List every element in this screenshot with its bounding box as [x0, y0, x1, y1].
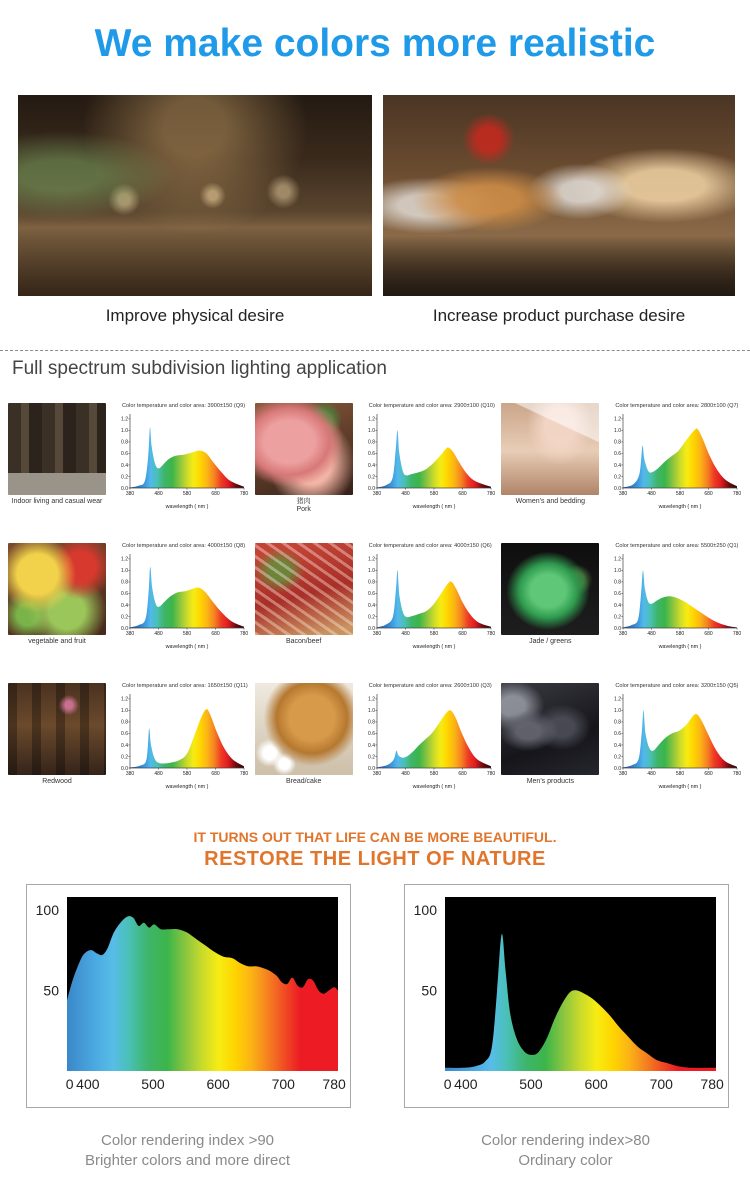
cri80-spectrum-chart: [405, 885, 728, 1110]
svg-text:wavelength ( nm ): wavelength ( nm ): [658, 644, 702, 650]
svg-text:0.6: 0.6: [614, 731, 622, 738]
chart-title: Color temperature and color area: 2900±100 (Q10): [368, 403, 495, 409]
svg-text:1.0: 1.0: [121, 428, 128, 435]
svg-text:1.2: 1.2: [121, 556, 128, 563]
chart-title: Color temperature and color area: 3200±150 (Q5): [615, 683, 739, 689]
svg-text:0.8: 0.8: [367, 719, 375, 726]
svg-text:0.8: 0.8: [367, 439, 375, 446]
application-grid: [8, 397, 744, 810]
mens-products-photo: [501, 683, 599, 775]
spectrum-chart: [609, 690, 744, 796]
svg-text:0.0: 0.0: [614, 485, 622, 492]
svg-text:0.2: 0.2: [121, 474, 128, 481]
svg-text:380: 380: [372, 631, 381, 637]
svg-text:0.0: 0.0: [121, 485, 128, 492]
svg-text:780: 780: [239, 771, 248, 777]
svg-text:580: 580: [429, 491, 438, 497]
svg-text:780: 780: [733, 631, 742, 637]
svg-text:0.8: 0.8: [367, 579, 375, 586]
svg-text:wavelength ( nm ): wavelength ( nm ): [658, 504, 702, 510]
svg-text:480: 480: [647, 491, 656, 497]
svg-text:0.2: 0.2: [367, 754, 375, 761]
application-caption: Bread/cake: [285, 778, 322, 785]
clothing-store-photo: [383, 95, 735, 296]
svg-text:0.2: 0.2: [121, 614, 128, 621]
svg-text:1.0: 1.0: [367, 568, 375, 575]
svg-text:700: 700: [649, 1076, 673, 1092]
chart-title: Color temperature and color area: 1650±150 (Q11): [122, 683, 248, 689]
svg-text:wavelength ( nm ): wavelength ( nm ): [165, 784, 209, 790]
svg-text:0.4: 0.4: [121, 462, 128, 469]
spectrum-chart: [363, 550, 498, 656]
svg-text:0.0: 0.0: [121, 765, 128, 772]
chart-title: Color temperature and color area: 2800±100 (Q7): [615, 403, 739, 409]
svg-text:0.6: 0.6: [367, 731, 375, 738]
slogan-line1: IT TURNS OUT THAT LIFE CAN BE MORE BEAUTIFUL.: [193, 829, 557, 845]
svg-text:0.2: 0.2: [614, 754, 622, 761]
page-title: We make colors more realistic: [94, 22, 656, 65]
dashed-divider: [0, 350, 750, 351]
svg-text:0.4: 0.4: [367, 462, 375, 469]
svg-text:1.0: 1.0: [121, 568, 128, 575]
svg-text:0.4: 0.4: [121, 602, 128, 609]
svg-text:380: 380: [372, 771, 381, 777]
svg-text:680: 680: [457, 631, 467, 637]
svg-text:wavelength ( nm ): wavelength ( nm ): [412, 504, 456, 510]
application-cell-bedding: [501, 397, 744, 530]
chart-title: Color temperature and color area: 3900±150 (Q9): [122, 403, 246, 409]
svg-text:0.6: 0.6: [121, 451, 128, 458]
bedding-photo: [501, 403, 599, 495]
svg-text:1.2: 1.2: [614, 416, 622, 423]
spectrum-chart: [363, 690, 498, 796]
svg-text:780: 780: [322, 1076, 346, 1092]
svg-text:1.2: 1.2: [121, 696, 128, 703]
svg-text:0.8: 0.8: [121, 579, 128, 586]
chart-title: Color temperature and color area: 2600±100 (Q3): [368, 683, 492, 689]
redwood-photo: [8, 683, 106, 775]
svg-text:500: 500: [519, 1076, 543, 1092]
svg-text:380: 380: [372, 491, 381, 497]
svg-text:0.0: 0.0: [121, 625, 128, 632]
application-cell-beef: [255, 537, 498, 670]
svg-text:0.2: 0.2: [614, 474, 622, 481]
svg-text:0.8: 0.8: [614, 719, 622, 726]
svg-text:0.8: 0.8: [121, 439, 128, 446]
restaurant-photo: [18, 95, 372, 296]
chart-title: Color temperature and color area: 4000±150 (Q8): [122, 543, 246, 549]
application-caption-cn: 猪肉: [296, 498, 311, 505]
svg-text:0.4: 0.4: [614, 602, 622, 609]
svg-text:0.0: 0.0: [367, 485, 375, 492]
svg-text:1.2: 1.2: [367, 696, 375, 703]
svg-text:1.0: 1.0: [614, 428, 622, 435]
svg-text:100: 100: [35, 901, 59, 918]
svg-text:50: 50: [43, 982, 59, 999]
svg-text:0.0: 0.0: [614, 625, 622, 632]
svg-text:600: 600: [584, 1076, 608, 1092]
svg-text:380: 380: [125, 771, 135, 777]
cri90-caption: [25, 1131, 350, 1171]
section-title: Full spectrum subdivision lighting application: [12, 358, 387, 379]
svg-text:380: 380: [619, 771, 628, 777]
application-caption: vegetable and fruit: [28, 638, 86, 645]
svg-text:780: 780: [239, 491, 248, 497]
cri80-caption-line2: Ordinary color: [518, 1152, 613, 1169]
svg-text:580: 580: [182, 491, 192, 497]
svg-text:780: 780: [486, 631, 495, 637]
beef-photo: [255, 543, 353, 635]
svg-text:0.6: 0.6: [614, 451, 622, 458]
fruit-photo: [8, 543, 106, 635]
cri80-caption-line1: Color rendering index>80: [481, 1132, 650, 1149]
svg-text:400: 400: [76, 1076, 100, 1092]
svg-text:1.2: 1.2: [614, 696, 622, 703]
svg-text:1.0: 1.0: [367, 708, 375, 715]
svg-text:580: 580: [429, 771, 438, 777]
svg-text:500: 500: [141, 1076, 165, 1092]
svg-text:0.4: 0.4: [367, 742, 375, 749]
cri80-chart-frame: [404, 884, 729, 1108]
application-caption: Indoor living and casual wear: [11, 498, 103, 505]
svg-text:0: 0: [443, 1076, 452, 1092]
application-cell-mens: [501, 677, 744, 810]
application-caption: Women's and bedding: [515, 498, 585, 505]
svg-text:0.6: 0.6: [367, 591, 375, 598]
hero-caption-left: Improve physical desire: [105, 306, 285, 325]
svg-text:0.6: 0.6: [121, 591, 128, 598]
svg-text:0.8: 0.8: [121, 719, 128, 726]
svg-text:0.8: 0.8: [614, 579, 622, 586]
svg-text:0.0: 0.0: [614, 765, 622, 772]
svg-text:580: 580: [676, 771, 685, 777]
chart-title: Color temperature and color area: 5500±250 (Q1): [615, 543, 739, 549]
spectrum-chart: [609, 410, 744, 516]
svg-text:0.8: 0.8: [614, 439, 622, 446]
svg-text:0.2: 0.2: [367, 614, 375, 621]
svg-text:480: 480: [154, 491, 163, 497]
svg-text:380: 380: [125, 491, 135, 497]
spectrum-chart: [116, 410, 251, 516]
svg-text:780: 780: [733, 771, 742, 777]
svg-text:380: 380: [125, 631, 135, 637]
jade-photo: [501, 543, 599, 635]
svg-text:580: 580: [676, 631, 685, 637]
svg-text:680: 680: [457, 491, 467, 497]
svg-text:580: 580: [182, 631, 192, 637]
svg-text:1.0: 1.0: [121, 708, 128, 715]
application-caption: Men's products: [526, 778, 574, 785]
svg-text:480: 480: [154, 631, 163, 637]
svg-text:580: 580: [182, 771, 192, 777]
cri90-spectrum-chart: [27, 885, 350, 1110]
svg-text:480: 480: [400, 491, 410, 497]
cri90-chart-frame: [26, 884, 351, 1108]
hero-caption-right: Increase product purchase desire: [432, 306, 686, 325]
spectrum-chart: [609, 550, 744, 656]
svg-text:0.0: 0.0: [367, 625, 375, 632]
application-caption: Redwood: [42, 778, 72, 785]
application-caption: Bacon/beef: [285, 638, 322, 645]
svg-text:680: 680: [704, 631, 713, 637]
svg-text:0.6: 0.6: [367, 451, 375, 458]
spectrum-chart: [116, 550, 251, 656]
svg-text:0.0: 0.0: [367, 765, 375, 772]
svg-text:100: 100: [413, 901, 437, 918]
svg-text:0: 0: [65, 1076, 74, 1092]
svg-text:600: 600: [206, 1076, 230, 1092]
svg-text:50: 50: [421, 982, 437, 999]
svg-text:780: 780: [239, 631, 248, 637]
svg-text:wavelength ( nm ): wavelength ( nm ): [658, 784, 702, 790]
svg-text:0.2: 0.2: [614, 614, 622, 621]
svg-text:480: 480: [647, 771, 656, 777]
svg-text:0.2: 0.2: [367, 474, 375, 481]
svg-text:480: 480: [400, 771, 410, 777]
spectrum-chart: [363, 410, 498, 516]
svg-text:1.2: 1.2: [614, 556, 622, 563]
svg-text:1.2: 1.2: [367, 416, 375, 423]
svg-text:700: 700: [271, 1076, 295, 1092]
bread-photo: [255, 683, 353, 775]
pork-photo: [255, 403, 353, 495]
cri90-caption-line1: Color rendering index >90: [100, 1132, 275, 1149]
svg-text:wavelength ( nm ): wavelength ( nm ): [412, 784, 456, 790]
svg-text:680: 680: [211, 771, 220, 777]
svg-text:1.2: 1.2: [121, 416, 128, 423]
svg-text:0.4: 0.4: [614, 462, 622, 469]
svg-text:580: 580: [676, 491, 685, 497]
application-cell-fruit: [8, 537, 251, 670]
application-cell-redwood: [8, 677, 251, 810]
svg-text:680: 680: [211, 491, 220, 497]
svg-text:780: 780: [486, 491, 495, 497]
svg-text:780: 780: [486, 771, 495, 777]
svg-text:1.0: 1.0: [614, 708, 622, 715]
svg-text:480: 480: [154, 771, 163, 777]
svg-text:400: 400: [454, 1076, 478, 1092]
svg-text:780: 780: [733, 491, 742, 497]
svg-text:780: 780: [700, 1076, 724, 1092]
svg-text:680: 680: [457, 771, 467, 777]
application-cell-pork: [255, 397, 498, 530]
svg-text:0.4: 0.4: [614, 742, 622, 749]
spectrum-chart: [116, 690, 251, 796]
svg-text:0.2: 0.2: [121, 754, 128, 761]
casual-wear-photo: [8, 403, 106, 495]
svg-text:0.4: 0.4: [121, 742, 128, 749]
svg-text:0.4: 0.4: [367, 602, 375, 609]
application-caption: Pork: [296, 506, 311, 514]
svg-text:1.2: 1.2: [367, 556, 375, 563]
svg-text:680: 680: [704, 491, 713, 497]
slogan-line2: RESTORE THE LIGHT OF NATURE: [204, 848, 546, 870]
svg-text:380: 380: [619, 631, 628, 637]
cri80-caption: [403, 1131, 728, 1171]
application-cell-casual-wear: [8, 397, 251, 530]
svg-text:0.6: 0.6: [121, 731, 128, 738]
cri90-caption-line2: Brighter colors and more direct: [84, 1152, 291, 1169]
svg-text:wavelength ( nm ): wavelength ( nm ): [165, 644, 209, 650]
svg-text:wavelength ( nm ): wavelength ( nm ): [165, 504, 209, 510]
application-caption: Jade / greens: [529, 638, 572, 645]
svg-text:1.0: 1.0: [614, 568, 622, 575]
application-cell-bread: [255, 677, 498, 810]
svg-text:1.0: 1.0: [367, 428, 375, 435]
svg-text:0.6: 0.6: [614, 591, 622, 598]
svg-text:680: 680: [211, 631, 220, 637]
chart-title: Color temperature and color area: 4000±150 (Q6): [368, 543, 492, 549]
svg-text:680: 680: [704, 771, 713, 777]
svg-text:480: 480: [400, 631, 410, 637]
application-cell-jade: [501, 537, 744, 670]
svg-text:380: 380: [619, 491, 628, 497]
svg-text:wavelength ( nm ): wavelength ( nm ): [412, 644, 456, 650]
svg-text:480: 480: [647, 631, 656, 637]
svg-text:580: 580: [429, 631, 438, 637]
